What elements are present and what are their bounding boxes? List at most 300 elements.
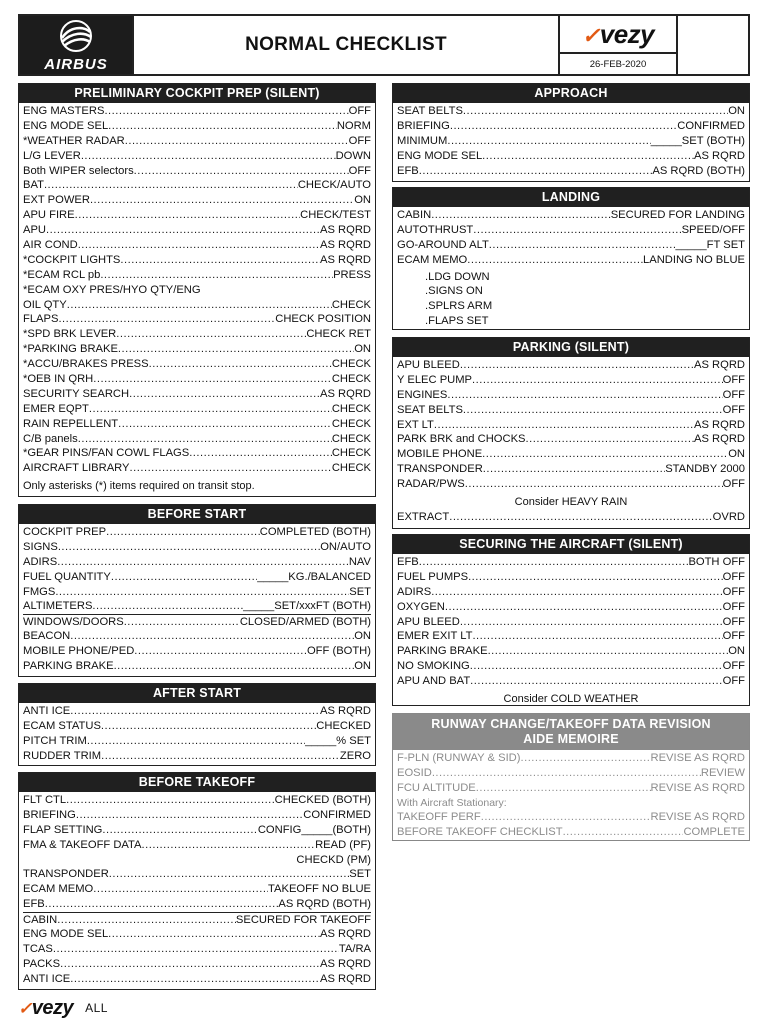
checklist-value: CHECK: [331, 298, 371, 311]
checklist-row: [23, 629, 371, 644]
checklist-row: [397, 134, 745, 149]
checklist-item: FLAP SETTING: [23, 823, 103, 836]
checklist-value: AS RQRD (BOTH): [278, 898, 371, 911]
checklist-item: C/B panels: [23, 432, 78, 445]
checklist-row: [397, 388, 745, 403]
easyjet-wordmark: ✓ vezy: [581, 19, 655, 49]
checklist-item: CABIN: [23, 914, 58, 927]
checklist-row: [23, 719, 371, 734]
checklist-item: CABIN: [397, 209, 432, 221]
section-before-start: [18, 504, 376, 677]
checklist-value: OFF: [722, 630, 745, 643]
checklist-value: SECURED FOR TAKEOFF: [235, 914, 371, 927]
leader-dots: [45, 897, 279, 912]
checklist-item: APU BLEED: [397, 359, 460, 371]
checklist-item: BEACON: [23, 630, 71, 643]
checklist-item: APU BLEED: [397, 615, 460, 628]
leader-dots: [58, 312, 275, 327]
airbus-swirl-icon: [54, 18, 98, 54]
memo-sub-item: .SPLRS ARM: [425, 300, 493, 313]
leader-dots: [476, 781, 651, 796]
checklist-item: RAIN REPELLENT: [23, 417, 119, 430]
checklist-row: [23, 659, 371, 674]
leader-dots: [90, 193, 354, 208]
checklist-value: OFF: [722, 600, 745, 613]
checklist-value: OFF: [722, 478, 745, 491]
leader-dots: [111, 570, 257, 585]
checklist-row: [23, 957, 371, 972]
checklist-row: [397, 825, 745, 840]
checklist-value: _____SET/xxxFT (BOTH): [243, 600, 371, 613]
section-title: APPROACH: [393, 84, 749, 103]
memo-sub-item: .FLAPS SET: [425, 315, 489, 328]
section-title: PRELIMINARY COCKPIT PREP (SILENT): [19, 84, 375, 103]
checklist-row: [397, 766, 745, 781]
checklist-item: RUDDER TRIM: [23, 749, 102, 762]
checklist-row: [23, 223, 371, 238]
checklist-row: [23, 119, 371, 134]
leader-dots: [60, 957, 320, 972]
checklist-value: CHECK POSITION: [275, 313, 371, 326]
section-parking: [392, 337, 750, 529]
checklist-item: ENGINES: [397, 388, 448, 401]
leader-dots: [108, 119, 337, 134]
leader-dots: [53, 942, 339, 957]
checklist-item: NO SMOKING: [397, 660, 470, 673]
leader-dots: [104, 104, 348, 119]
leader-dots: [473, 223, 681, 238]
leader-dots: [445, 600, 723, 615]
leader-dots: [460, 615, 723, 630]
checklist-value: ON: [728, 105, 745, 117]
checklist-item: PITCH TRIM: [23, 734, 87, 747]
checklist-value: CONFIG_____(BOTH): [257, 823, 371, 836]
leader-dots: [124, 615, 240, 629]
checklist-row: [23, 525, 371, 540]
leader-dots: [70, 972, 320, 987]
leader-dots: [66, 793, 275, 808]
checklist-row: [397, 674, 745, 689]
checklist-row: [23, 238, 371, 253]
checklist-value: ON: [354, 343, 371, 356]
checklist-item: GO-AROUND ALT: [397, 238, 489, 251]
leader-dots: [114, 659, 355, 674]
leader-dots: [78, 432, 332, 447]
checklist-value: PRESS: [333, 268, 371, 281]
checklist-row: [23, 149, 371, 164]
checklist-item: EFB: [397, 164, 419, 177]
leader-dots: [465, 477, 723, 492]
checklist-value: ON: [728, 645, 745, 658]
checklist-item: BRIEFING: [397, 119, 450, 132]
checklist-row: [23, 927, 371, 942]
checklist-value: ON/AUTO: [320, 540, 371, 553]
checklist-row: [23, 372, 371, 387]
leader-dots: [118, 417, 332, 432]
transit-note: Only asterisks (*) items required on transit stop.: [23, 480, 255, 493]
checklist-item: APU FIRE: [23, 209, 75, 222]
checklist-row: [23, 312, 371, 327]
checklist-row: [23, 882, 371, 897]
checklist-row: [397, 432, 745, 447]
section-title: BEFORE TAKEOFF: [19, 773, 375, 792]
leader-dots: [93, 882, 268, 897]
checklist-value: OFF: [348, 164, 371, 177]
leader-dots: [470, 674, 722, 689]
checklist-row: [23, 614, 371, 629]
checklist-item: *ACCU/BRAKES PRESS: [23, 358, 149, 371]
checklist-value: AS RQRD: [694, 418, 745, 431]
leader-dots: [488, 644, 729, 659]
checklist-value: CHECKED (BOTH): [274, 794, 371, 806]
leader-dots: [189, 446, 332, 461]
checklist-item: ENG MODE SEL: [23, 119, 109, 132]
checklist-value: REVISE AS RQRD: [650, 810, 745, 823]
checklist-row: [23, 867, 371, 882]
leader-dots: [81, 149, 336, 164]
checklist-value: AS RQRD: [320, 928, 371, 941]
revision-date: 26-FEB-2020: [589, 58, 647, 70]
checklist-item: TAKEOFF PERF: [397, 810, 481, 823]
carrier-logo: [560, 16, 676, 54]
checklist-item: SIGNS: [23, 540, 58, 553]
checklist-value: OFF: [722, 403, 745, 416]
leader-dots: [70, 704, 320, 719]
leader-dots: [419, 555, 689, 570]
checklist-value: OFF: [722, 615, 745, 628]
leader-dots: [87, 734, 305, 749]
checklist-row: [23, 134, 371, 149]
checklist-row: [23, 417, 371, 432]
leader-dots: [434, 418, 694, 433]
checklist-value: _____SET (BOTH): [650, 134, 745, 147]
blank-box: [676, 16, 748, 74]
leader-dots: [130, 461, 332, 476]
leader-dots: [431, 585, 722, 600]
leader-dots: [55, 585, 349, 600]
checklist-value: CHECK RET: [306, 328, 371, 341]
checklist-value: AS RQRD: [320, 224, 371, 237]
checklist-value: STANDBY 2000: [665, 463, 745, 476]
checklist-item: TRANSPONDER: [397, 463, 483, 476]
leader-dots: [482, 149, 694, 164]
checklist-value: REVISE AS RQRD: [650, 781, 745, 794]
section-securing-aircraft: [392, 534, 750, 706]
checklist-item: MOBILE PHONE: [397, 448, 483, 461]
section-after-start: [18, 683, 376, 766]
checklist-value: OFF: [722, 570, 745, 583]
checklist-row: [397, 600, 745, 615]
easyjet-wordmark: ✓ vezy: [18, 997, 74, 1019]
checklist-item: ALTIMETERS: [23, 600, 93, 613]
checklist-row: [23, 972, 371, 987]
leader-dots: [149, 357, 332, 372]
checklist-value: DOWN: [335, 149, 371, 162]
checklist-item: EXT LT: [397, 418, 434, 431]
checklist-item: ENG MASTERS: [23, 105, 105, 117]
checklist-row: [23, 342, 371, 357]
checklist-row: [23, 208, 371, 223]
checklist-item: *ECAM RCL pb: [23, 268, 101, 281]
leader-dots: [109, 867, 349, 882]
checklist-row: [23, 912, 371, 927]
checklist-value: ZERO: [339, 749, 371, 762]
leader-dots: [447, 134, 650, 149]
leader-dots: [102, 823, 257, 838]
checklist-value: CHECKED: [316, 719, 371, 732]
checklist-item: ADIRS: [397, 585, 432, 598]
section-approach: [392, 83, 750, 182]
checklist-row: [23, 599, 371, 614]
checklist-item: BRIEFING: [23, 808, 76, 821]
checklist-value: SECURED FOR LANDING: [610, 209, 745, 221]
checklist-item: APU AND BAT: [397, 675, 471, 688]
checklist-value: AS RQRD: [694, 149, 745, 162]
checklist-row: [23, 853, 371, 868]
checklist-value: CHECK: [331, 447, 371, 460]
checklist-row: [397, 659, 745, 674]
leader-dots: [58, 540, 320, 555]
checklist-value: ON: [354, 630, 371, 643]
leader-dots: [44, 178, 298, 193]
checklist-item: OIL QTY: [23, 298, 67, 311]
checklist-row: [397, 810, 745, 825]
memo-sub-item: .LDG DOWN: [425, 270, 490, 283]
checklist-value: OFF: [722, 388, 745, 401]
checklist-row: [23, 734, 371, 749]
checklist-row: [23, 357, 371, 372]
checklist-row: [23, 283, 371, 298]
checklist-row: [23, 164, 371, 179]
checklist-row: [23, 585, 371, 600]
leader-dots: [142, 838, 316, 853]
checklist-value: AS RQRD: [320, 239, 371, 252]
leader-dots: [93, 372, 332, 387]
checklist-value: OFF: [722, 373, 745, 386]
checklist-item: *GEAR PINS/FAN COWL FLAGS: [23, 447, 190, 460]
checklist-row: [23, 193, 371, 208]
checklist-row: [397, 164, 745, 179]
checklist-row: [23, 555, 371, 570]
checklist-value: REVISE AS RQRD: [650, 752, 745, 764]
checklist-item: EFB: [397, 556, 419, 568]
checklist-value: SET: [349, 585, 371, 598]
leader-dots: [489, 238, 676, 253]
leader-dots: [120, 253, 320, 268]
checklist-item: TCAS: [23, 942, 53, 955]
section-title: LANDING: [393, 188, 749, 207]
leader-dots: [520, 751, 650, 766]
checklist-item: ADIRS: [23, 555, 58, 568]
checklist-row: [397, 253, 745, 268]
leader-dots: [116, 327, 306, 342]
checklist-item: FUEL QUANTITY: [23, 570, 111, 583]
checklist-item: EXT POWER: [23, 194, 90, 207]
airbus-logo-text: AIRBUS: [44, 55, 108, 73]
leader-dots: [101, 749, 340, 764]
leader-dots: [481, 810, 651, 825]
cold-weather-note: Consider COLD WEATHER: [503, 693, 639, 706]
checklist-item: AIRCRAFT LIBRARY: [23, 462, 130, 475]
leader-dots: [419, 164, 653, 179]
checklist-row: [397, 208, 745, 223]
checklist-value: COMPLETED (BOTH): [259, 526, 371, 538]
checklist-item: WINDOWS/DOORS: [23, 616, 124, 629]
leader-dots: [463, 104, 728, 119]
leader-dots: [447, 388, 722, 403]
leader-dots: [57, 913, 236, 927]
checklist-item: PARKING BRAKE: [23, 660, 114, 673]
checklist-row: [23, 749, 371, 764]
checklist-value: OFF: [722, 585, 745, 598]
section-title: AFTER START: [19, 684, 375, 703]
checklist-value: SPEED/OFF: [681, 223, 745, 236]
leader-dots: [463, 403, 723, 418]
checklist-value: ON: [354, 194, 371, 207]
checklist-value: _____FT SET: [675, 238, 745, 251]
checklist-item: Y ELEC PUMP: [397, 373, 473, 386]
checklist-row: [397, 555, 745, 570]
checklist-item: ENG MODE SEL: [397, 149, 483, 162]
checklist-item: COCKPIT PREP: [23, 526, 107, 538]
leader-dots: [563, 825, 684, 840]
leader-dots: [468, 570, 723, 585]
heavy-rain-note: Consider HEAVY RAIN: [514, 496, 628, 509]
checklist-value: REVIEW: [700, 766, 745, 779]
checklist-row: [397, 615, 745, 630]
leader-dots: [470, 659, 723, 674]
leader-dots: [129, 387, 320, 402]
checklist-value: CLOSED/ARMED (BOTH): [239, 616, 371, 629]
checklist-item: Both WIPER selectors: [23, 164, 134, 177]
checklist-row: [23, 808, 371, 823]
checklist-row: [23, 268, 371, 283]
leader-dots: [134, 644, 307, 659]
section-title: RUNWAY CHANGE/TAKEOFF DATA REVISION AIDE MEMOIRE: [393, 714, 749, 750]
leader-dots: [460, 358, 694, 373]
checklist-value: AS RQRD: [320, 957, 371, 970]
checklist-value: OFF: [722, 675, 745, 688]
checklist-value: CONFIRMED: [677, 119, 745, 132]
checklist-row: [397, 585, 745, 600]
checklist-value: ON: [728, 448, 745, 461]
checklist-row: [23, 446, 371, 461]
checklist-value: AS RQRD: [320, 972, 371, 985]
checklist-item: F-PLN (RUNWAY & SID): [397, 752, 521, 764]
checklist-item: FCU ALTITUDE: [397, 781, 476, 794]
checklist-row: [397, 781, 745, 796]
checklist-row: [23, 327, 371, 342]
checklist-item: *OEB IN QRH: [23, 373, 94, 386]
checklist-value: COMPLETE: [683, 825, 745, 838]
checklist-row: [397, 223, 745, 238]
checklist-value: AS RQRD: [694, 433, 745, 446]
leader-dots: [450, 119, 677, 134]
checklist-item: APU: [23, 224, 47, 237]
leader-dots: [467, 253, 643, 268]
checklist-value: CHECK: [331, 462, 371, 475]
page-title: NORMAL CHECKLIST: [132, 16, 558, 74]
checklist-item: PACKS: [23, 957, 61, 970]
checklist-item: BAT: [23, 179, 44, 192]
checklist-value: BOTH OFF: [688, 556, 745, 568]
leader-dots: [472, 373, 723, 388]
checklist-row: [397, 462, 745, 477]
checklist-item: *SPD BRK LEVER: [23, 328, 117, 341]
airbus-logo: [20, 16, 132, 74]
leader-dots: [70, 629, 354, 644]
checklist-row: [397, 104, 745, 119]
checklist-item: EMER EQPT: [23, 402, 89, 415]
carrier-box: [558, 16, 676, 74]
leader-dots: [78, 238, 320, 253]
checklist-row: [23, 942, 371, 957]
checklist-row: [23, 823, 371, 838]
checklist-item: FLT CTL: [23, 794, 67, 806]
checklist-item: RADAR/PWS: [397, 478, 465, 491]
leader-dots: [106, 525, 260, 540]
checklist-item: EOSID: [397, 766, 432, 779]
leader-dots: [67, 298, 332, 313]
checklist-row: [397, 570, 745, 585]
checklist-value: CHECK: [331, 373, 371, 386]
checklist-value: CHECK/TEST: [300, 209, 371, 222]
checklist-row: [397, 373, 745, 388]
checklist-row: [23, 793, 371, 808]
leader-dots: [89, 402, 332, 417]
checklist-row: [23, 432, 371, 447]
leader-dots: [75, 208, 301, 223]
checklist-row: [397, 119, 745, 134]
leader-dots: [100, 268, 333, 283]
leader-dots: [76, 808, 303, 823]
checklist-item: EMER EXIT LT: [397, 630, 473, 643]
checklist-row: [397, 477, 745, 492]
checklist-row: [23, 838, 371, 853]
leader-dots: [108, 927, 320, 942]
checklist-value: _____% SET: [305, 734, 371, 747]
leader-dots: [431, 208, 611, 223]
checklist-item: AIR COND: [23, 239, 78, 252]
checklist-value: _____KG./BALANCED: [257, 570, 371, 583]
checklist-item: TRANSPONDER: [23, 868, 109, 881]
leader-dots: [483, 462, 665, 477]
checklist-value: TAKEOFF NO BLUE: [268, 883, 371, 896]
checklist-value: NORM: [336, 119, 371, 132]
checklist-value: SET: [349, 868, 371, 881]
checklist-item: ECAM STATUS: [23, 719, 101, 732]
checklist-row: [23, 253, 371, 268]
checklist-row: [23, 461, 371, 476]
checklist-value: OFF: [348, 105, 371, 117]
checklist-value: AS RQRD: [694, 359, 745, 371]
checklist-value: AS RQRD: [320, 387, 371, 400]
leader-dots: [526, 432, 695, 447]
checklist-row: [23, 178, 371, 193]
memo-sub-item: .SIGNS ON: [425, 285, 483, 298]
checklist-value: CHECKD (PM): [296, 853, 371, 866]
checklist-item: PARKING BRAKE: [397, 645, 488, 658]
checklist-row: EXTRACT ..... OVRD: [397, 510, 745, 525]
checklist-value: AS RQRD: [320, 705, 371, 717]
checklist-row: [23, 644, 371, 659]
checklist-item: BEFORE TAKEOFF CHECKLIST: [397, 825, 563, 838]
checklist-value: READ (PF): [315, 838, 371, 851]
checklist-row: [397, 238, 745, 253]
checklist-row: [397, 149, 745, 164]
checklist-item: *PARKING BRAKE: [23, 343, 118, 356]
checklist-item: *WEATHER RADAR: [23, 134, 125, 147]
